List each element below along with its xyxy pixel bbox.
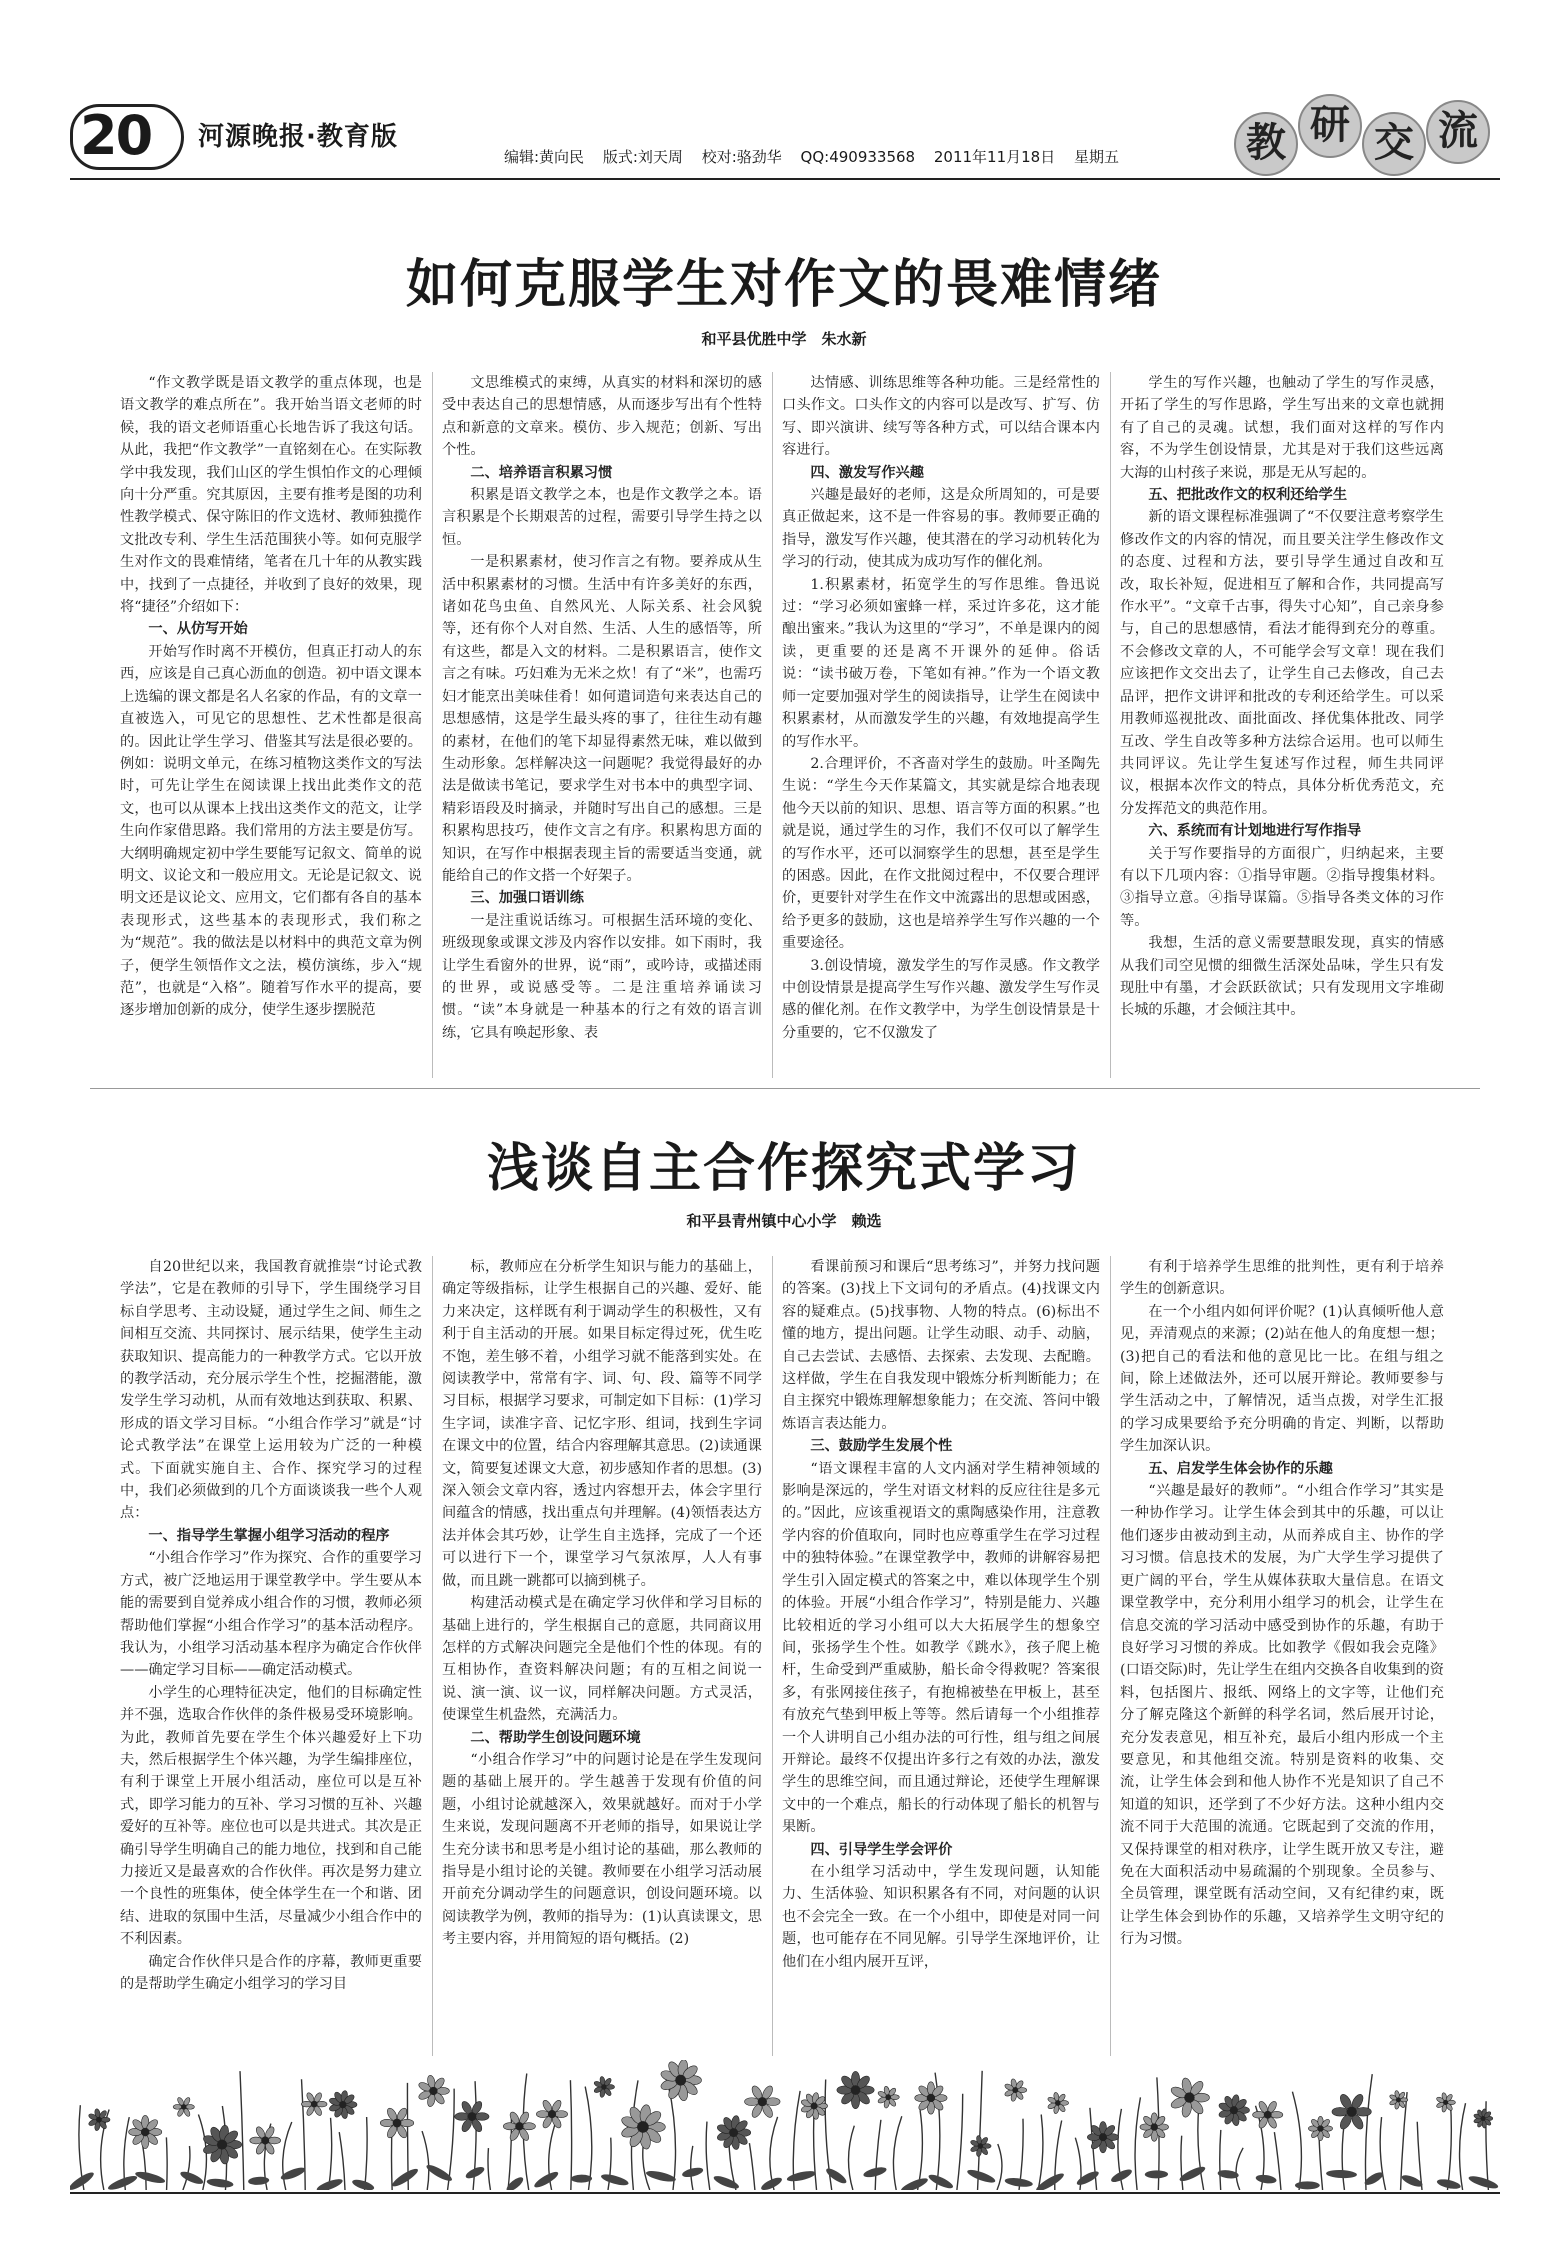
paragraph: 文思维模式的束缚，从真实的材料和深切的感受中表达自己的思想情感，从而逐步写出有个性特点和新意的文章来。模仿、步入规范；创新、写出个性。 [442,375,762,459]
section-heading: 二、培养语言积累习惯 [470,464,613,481]
paragraph: 学生的写作兴趣，也触动了学生的写作灵感，开拓了学生的写作思路，学生写出来的文章也就拥有了自己的灵魂。试想，我们面对这样的写作内容，不为学生创设情景，尤其是对于我们这些远离大海的山村孩子来说，那是无从写起的。 [1120,375,1444,481]
column-divider [432,1256,433,2056]
flower-decoration [70,2060,1500,2190]
paragraph: 在小组学习活动中，学生发现问题，认知能力、生活体验、知识积累各有不同，对问题的认识也不会完全一致。在一个小组中，即使是对同一问题，也可能存在不同见解。引导学生深地评价，让他们在小组内展开互评， [782,1863,1100,1970]
paragraph: 2.合理评价，不吝啬对学生的鼓励。叶圣陶先生说：“学生今天作某篇文，其实就是综合地表现他今天以前的知识、思想、语言等方面的积累。”也就是说，通过学生的习作，我们不仅可以了解学生的写作水平，还可以洞察学生的思想，甚至是学生的困惑。因此，在作文批阅过程中，不仅要合理评价，更要针对学生在作文中流露出的思想或困惑，给予更多的鼓励，这也是培养学生写作兴趣的一个重要途径。 [782,755,1100,952]
newspaper-name: 河源晚报·教育版 [198,122,398,152]
paragraph: 小学生的心理特征决定，他们的目标确定性并不强，选取合作伙伴的条件极易受环境影响。为此，教师首先要在学生个体兴趣爱好上下功夫，然后根据学生个体兴趣，为学生编排座位，有利于课堂上开展小组活动，座位可以是互补式，即学习能力的互补、学习习惯的互补、兴趣爱好的互补等。座位也可以是共进式。其次是正确引导学生明确自己的能力地位，找到和自己能力接近又是最喜欢的合作伙伴。再次是努力建立一个良性的班集体，使全体学生在一个和谐、团结、进取的氛围中生活，尽量减少小组合作中的不利因素。 [120,1684,422,1948]
page-number-badge [70,104,180,166]
article1-column-2 [442,372,762,1078]
meta-layout: 版式:刘天周 [602,148,683,166]
section-char: 研 [1298,94,1362,158]
column-divider [1110,372,1111,1078]
article2-column-4 [1120,1256,1444,2056]
paragraph: 3.创设情境，激发学生的写作灵感。作文教学中创设情景是提高学生写作兴趣、激发学生写作灵感的催化剂。在作文教学中，为学生创设情景是十分重要的，它不仅激发了 [782,957,1100,1041]
section-heading: 一、指导学生掌握小组学习活动的程序 [148,1527,390,1544]
section-char: 教 [1234,112,1298,176]
column-divider [1110,1256,1111,2056]
article1-column-4 [1120,372,1444,1078]
meta-date: 2011年11月18日 [933,148,1056,166]
paragraph: 一是积累素材，使习作言之有物。要养成从生活中积累素材的习惯。生活中有许多美好的东西，诸如花鸟虫鱼、自然风光、人际关系、社会风貌等，还有你个人对自然、生活、人生的感悟等，所有这些，都是入文的材料。二是积累语言，使作文言之有味。巧妇难为无米之炊！有了“米”，也需巧妇才能烹出美味佳肴！如何遣词造句来表达自己的思想感情，这是学生最头疼的事了，往往生动有趣的素材，在他们的笔下却显得素然无味，难以做到生动形象。怎样解决这一问题呢？我觉得最好的办法是做读书笔记，要求学生对书本中的典型字词、精彩语段及时摘录，并随时写出自己的感想。三是积累构思技巧，使作文言之有序。积累构思方面的知识，在写作中根据表现主旨的需要适当变通，就能给自己的作文搭一个好架子。 [442,554,762,884]
section-heading: 四、引导学生学会评价 [810,1841,953,1858]
article1-title: 如何克服学生对作文的畏难情绪 [405,255,1162,315]
article1-column-3 [782,372,1100,1078]
paragraph: “兴趣是最好的教师”。“小组合作学习”其实是一种协作学习。让学生体会到其中的乐趣，可以让他们逐步由被动到主动，从而养成自主、协作的学习习惯。信息技术的发展，为广大学生学习提供了更广阔的平台，学生从媒体获取大量信息。在语文课堂教学中，充分利用小组学习的机会，让学生在信息交流的学习活动中感受到协作的乐趣，有助于良好学习习惯的养成。比如教学《假如我会克隆》(口语交际)时，先让学生在组内交换各自收集到的资料，包括图片、报纸、网络上的文字等，让他们充分了解克隆这个新鲜的科学名词，然后展开讨论，充分发表意见，相互补充，最后小组内形成一个主要意见，和其他组交流。特别是资料的收集、交流，让学生体会到和他人协作不光是知识了自己不知道的知识，还学到了不少好方法。这种小组内交流不同于大范围的流通。它既起到了交流的作用，又保持课堂的相对秩序，让学生既开放又专注，避免在大面积活动中易疏漏的个别现象。全员参与、全员管理，课堂既有活动空间，又有纪律约束，既让学生体会到协作的乐趣，又培养学生文明守纪的行为习惯。 [1120,1483,1444,1948]
page-number: 20 [80,104,152,167]
section-heading: 三、加强口语训练 [470,890,584,907]
section-heading: 五、把批改作文的权利还给学生 [1148,487,1348,504]
header-meta [504,146,1133,167]
article-separator [90,1088,1480,1089]
paragraph: “小组合作学习”中的问题讨论是在学生发现问题的基础上展开的。学生越善于发现有价值的问题，小组讨论就越深入，效果就越好。而对于小学生来说，发现问题离不开老师的指导，如果说让学生充分读书和思考是小组讨论的基础，那么教师的指导是小组讨论的关键。教师要在小组学习活动展开前充分调动学生的问题意识，创设问题环境。以阅读教学为例，教师的指导为：(1)认真读课文，思考主要内容，并用简短的语句概括。(2) [442,1751,762,1948]
section-heading: 五、启发学生体会协作的乐趣 [1148,1460,1333,1477]
paragraph: “语文课程丰富的人文内涵对学生精神领域的影响是深远的，学生对语文材料的反应往往是多元的。”因此，应该重视语文的熏陶感染作用，注意教学内容的价值取向，同时也应尊重学生在学习过程中的独特体验。”在课堂教学中，教师的讲解容易把学生引入固定模式的答案之中，难以体现学生个别的体验。开展“小组合作学习”，特别是能力、兴趣比较相近的学习小组可以大大拓展学生的想象空间，张扬学生个性。如教学《跳水》，孩子爬上桅杆，生命受到严重威胁，船长命令得救呢？答案很多，有张网接住孩子，有抱棉被垫在甲板上，甚至有放充气垫到甲板上等等。然后请每一个小组推荐一个人讲明自己小组办法的可行性，组与组之间展开辩论。最终不仅提出许多行之有效的办法，激发学生的思维空间，而且通过辩论，还使学生理解课文中的一个难点，船长的行动体现了船长的机智与果断。 [782,1460,1100,1836]
article2-byline: 和平县青州镇中心小学 赖选 [686,1212,882,1230]
paragraph: 兴趣是最好的老师，这是众所周知的，可是要真正做起来，这不是一件容易的事。教师要正确的指导，激发写作兴趣，使其潜在的学习动机转化为学习的行动，使其成为成功写作的催化剂。 [782,487,1100,571]
article1-byline: 和平县优胜中学 朱水新 [701,330,867,348]
footer-rule [70,2192,1500,2194]
paragraph: 新的语文课程标准强调了“不仅要注意考察学生修改作文的内容的情况，而且要关注学生修改作文的态度、过程和方法，要引导学生通过自改和互改，取长补短，促进相互了解和合作，共同提高写作水平”。“文章千古事，得失寸心知”，自己亲身参与，自己的思想感情，看法才能得到充分的尊重。不会修改文章的人，不可能学会写文章！现在我们应该把作文交出去了，让学生自己去修改，自己去品评，把作文讲评和批改的专利还给学生。可以采用教师巡视批改、面批面改、择优集体批改、同学互改、学生自改等多种方法综合运用。也可以师生共同评议。先让学生复述写作过程，师生共同评议，根据本次作文的特点，具体分析优秀范文，充分发挥范文的典范作用。 [1120,509,1444,817]
section-heading: 二、帮助学生创设问题环境 [470,1729,641,1746]
article2-title: 浅谈自主合作探究式学习 [486,1139,1081,1199]
section-heading: 三、鼓励学生发展个性 [810,1438,953,1455]
section-heading: 四、激发写作兴趣 [810,464,924,481]
column-divider [772,1256,773,2056]
paragraph: 我想，生活的意义需要慧眼发现，真实的情感从我们司空见惯的细微生活深处品味，学生只有发现肚中有墨，才会跃跃欲试；只有发现用文字堆砌长城的乐趣，才会倾注其中。 [1120,935,1444,1019]
paragraph: 积累是语文教学之本，也是作文教学之本。语言积累是个长期艰苦的过程，需要引导学生持之以恒。 [442,487,762,548]
paragraph: 看课前预习和课后“思考练习”，并努力找问题的答案。(3)找上下文词句的矛盾点。(4)找课文内容的疑难点。(5)找事物、人物的特点。(6)标出不懂的地方，提出问题。让学生动眼、动手、动脑，自己去尝试、去感悟、去探索、去发现、去配瞻。这样做，学生在自我发现中锻炼分析判断能力；在自主探究中锻炼理解想象能力；在交流、答问中锻炼语言表达能力。 [782,1259,1100,1432]
section-char: 交 [1362,112,1426,176]
header-rule [70,178,1500,180]
paragraph: 有利于培养学生思维的批判性，更有利于培养学生的创新意识。 [1120,1259,1444,1298]
paragraph: 构建活动模式是在确定学习伙伴和学习目标的基础上进行的，学生根据自己的意愿，共同商议用怎样的方式解决问题完全是他们个性的体现。有的互相协作，查资料解决问题；有的互相之间说一说、演一演、议一议，同样解决问题。方式灵活，使课堂生机盎然，充满活力。 [442,1595,762,1724]
column-divider [772,372,773,1078]
article1-column-1 [120,372,422,1078]
paragraph: 标，教师应在分析学生知识与能力的基础上，确定等级指标，让学生根据自己的兴趣、爱好、能力来决定，这样既有利于调动学生的积极性，又有利于自主活动的开展。如果目标定得过死，优生吃不饱，差生够不着，小组学习就不能落到实处。在阅读教学中，常常有字、词、句、段、篇等不同学习目标，根据学习要求，可制定如下目标：(1)学习生字词，读准字音、记忆字形、组词，找到生字词在课文中的位置，结合内容理解其意思。(2)读通课文，简要复述课文大意，初步感知作者的思想。(3)深入领会文章内容，透过内容想开去，体会字里行间蕴含的情感，找出重点句并理解。(4)领悟表达方法并体会其巧妙，让学生自主选择，完成了一个还可以进行下一个，课堂学习气氛浓厚，人人有事做，而且跳一跳都可以摘到桃子。 [442,1259,762,1589]
paragraph: “小组合作学习”作为探究、合作的重要学习方式，被广泛地运用于课堂教学中。学生要从本能的需要到自觉养成小组合作的习惯，教师必须帮助他们掌握“小组合作学习”的基本活动程序。我认为，小组学习活动基本程序为确定合作伙伴——确定学习目标——确定活动模式。 [120,1550,422,1679]
section-heading: 一、从仿写开始 [148,621,248,638]
paragraph: “作文教学既是语文教学的重点体现，也是语文教学的难点所在”。我开始当语文老师的时候，我的语文老师语重心长地告诉了我这句话。从此，我把“作文教学”一直铭刻在心。在实际教学中我发现，我们山区的学生惧怕作文的心理倾向十分严重。究其原因，主要有推考是图的功利性教学模式、保守陈旧的作文选材、教师独揽作文批改专利、学生生活范围狭小等。如何克服学生对作文的畏难情绪，笔者在几十年的从教实践中，找到了一点捷径，并收到了良好的效果，现将“捷径”介绍如下： [120,375,422,616]
column-divider [432,372,433,1078]
meta-weekday: 星期五 [1074,148,1120,166]
paragraph: 自20世纪以来，我国教育就推崇“讨论式教学法”，它是在教师的引导下，学生围绕学习目标自学思考、主动设疑，通过学生之间、师生之间相互交流、共同探讨、展示结果，使学生主动获取知识、提高能力的一种教学方式。它以开放的教学活动，充分展示学生个性，挖掘潜能，激发学生学习动机，从而有效地达到获取、积累、形成的语文学习目标。“小组合作学习”就是“讨论式教学法”在课堂上运用较为广泛的一种模式。下面就实施自主、合作、探究学习的过程中，我们必须做到的几个方面谈谈我一些个人观点： [120,1259,422,1522]
paragraph: 在一个小组内如何评价呢？(1)认真倾听他人意见，弄清观点的来源；(2)站在他人的角度想一想；(3)把自己的看法和他的意见比一比。在组与组之间，除上述做法外，还可以展开辩论。教师要参与学生活动之中，了解情况，适当点拨，对学生汇报的学习成果要给予充分明确的肯定、判断，以帮助学生加深认识。 [1120,1303,1444,1455]
article2-column-1 [120,1256,422,2056]
paragraph: 关于写作要指导的方面很广，归纳起来，主要有以下几项内容：①指导审题。②指导搜集材料。③指导立意。④指导谋篇。⑤指导各类文体的习作等。 [1120,845,1444,929]
section-badge [1234,94,1500,176]
article2-column-2 [442,1256,762,2056]
meta-qq: QQ:490933568 [800,148,916,166]
section-heading: 六、系统而有计划地进行写作指导 [1148,823,1362,840]
article2-column-3 [782,1256,1100,2056]
meta-proofread: 校对:骆劲华 [701,148,782,166]
meta-editor: 编辑:黄向民 [504,148,585,166]
paragraph: 开始写作时离不开模仿，但真正打动人的东西，应该是自己真心沥血的创造。初中语文课本上选编的课文都是名人名家的作品，有的文章一直被选入，可见它的思想性、艺术性都是很高的。因此让学生学习、借鉴其写法是很必要的。例如：说明文单元，在练习植物这类作文的写法时，可先让学生在阅读课上找出此类作文的范文，也可以从课本上找出这类作文的范文，让学生向作家借思路。我们常用的方法主要是仿写。大纲明确规定初中学生要能写记叙文、简单的说明文、议论文和一般应用文。无论是记叙文、说明文还是议论文、应用文，它们都有各自的基本表现形式，这些基本的表现形式，我们称之为“规范”。我的做法是以材料中的典范文章为例子，便学生领悟作文之法，模仿演练，步入“规范”，也就是“入格”。随着写作水平的提高，要逐步增加创新的成分，使学生逐步摆脱范 [120,643,422,1019]
paragraph: 一是注重说话练习。可根据生活环境的变化、班级现象或课文涉及内容作以安排。如下雨时，我让学生看窗外的世界，说“雨”，或吟诗，或描述雨的世界，或说感受等。二是注重培养诵读习惯。“读”本身就是一种基本的行之有效的语言训练，它具有唤起形象、表 [442,912,762,1041]
section-char: 流 [1426,100,1490,164]
paragraph: 确定合作伙伴只是合作的序幕，教师更重要的是帮助学生确定小组学习的学习目 [120,1953,422,1992]
paragraph: 达情感、训练思维等各种功能。三是经常性的口头作文。口头作文的内容可以是改写、扩写、仿写、即兴演讲、续写等各种方式，可以结合课本内容进行。 [782,375,1100,459]
paragraph: 1.积累素材，拓宽学生的写作思维。鲁迅说过：“学习必须如蜜蜂一样，采过许多花，这才能酿出蜜来。”我认为这里的“学习”，不单是课内的阅读，更重要的还是离不开课外的延伸。俗话说：“读书破万卷，下笔如有神。”作为一个语文教师一定要加强对学生的阅读指导，让学生在阅读中积累素材，从而激发学生的兴趣，有效地提高学生的写作水平。 [782,576,1100,750]
